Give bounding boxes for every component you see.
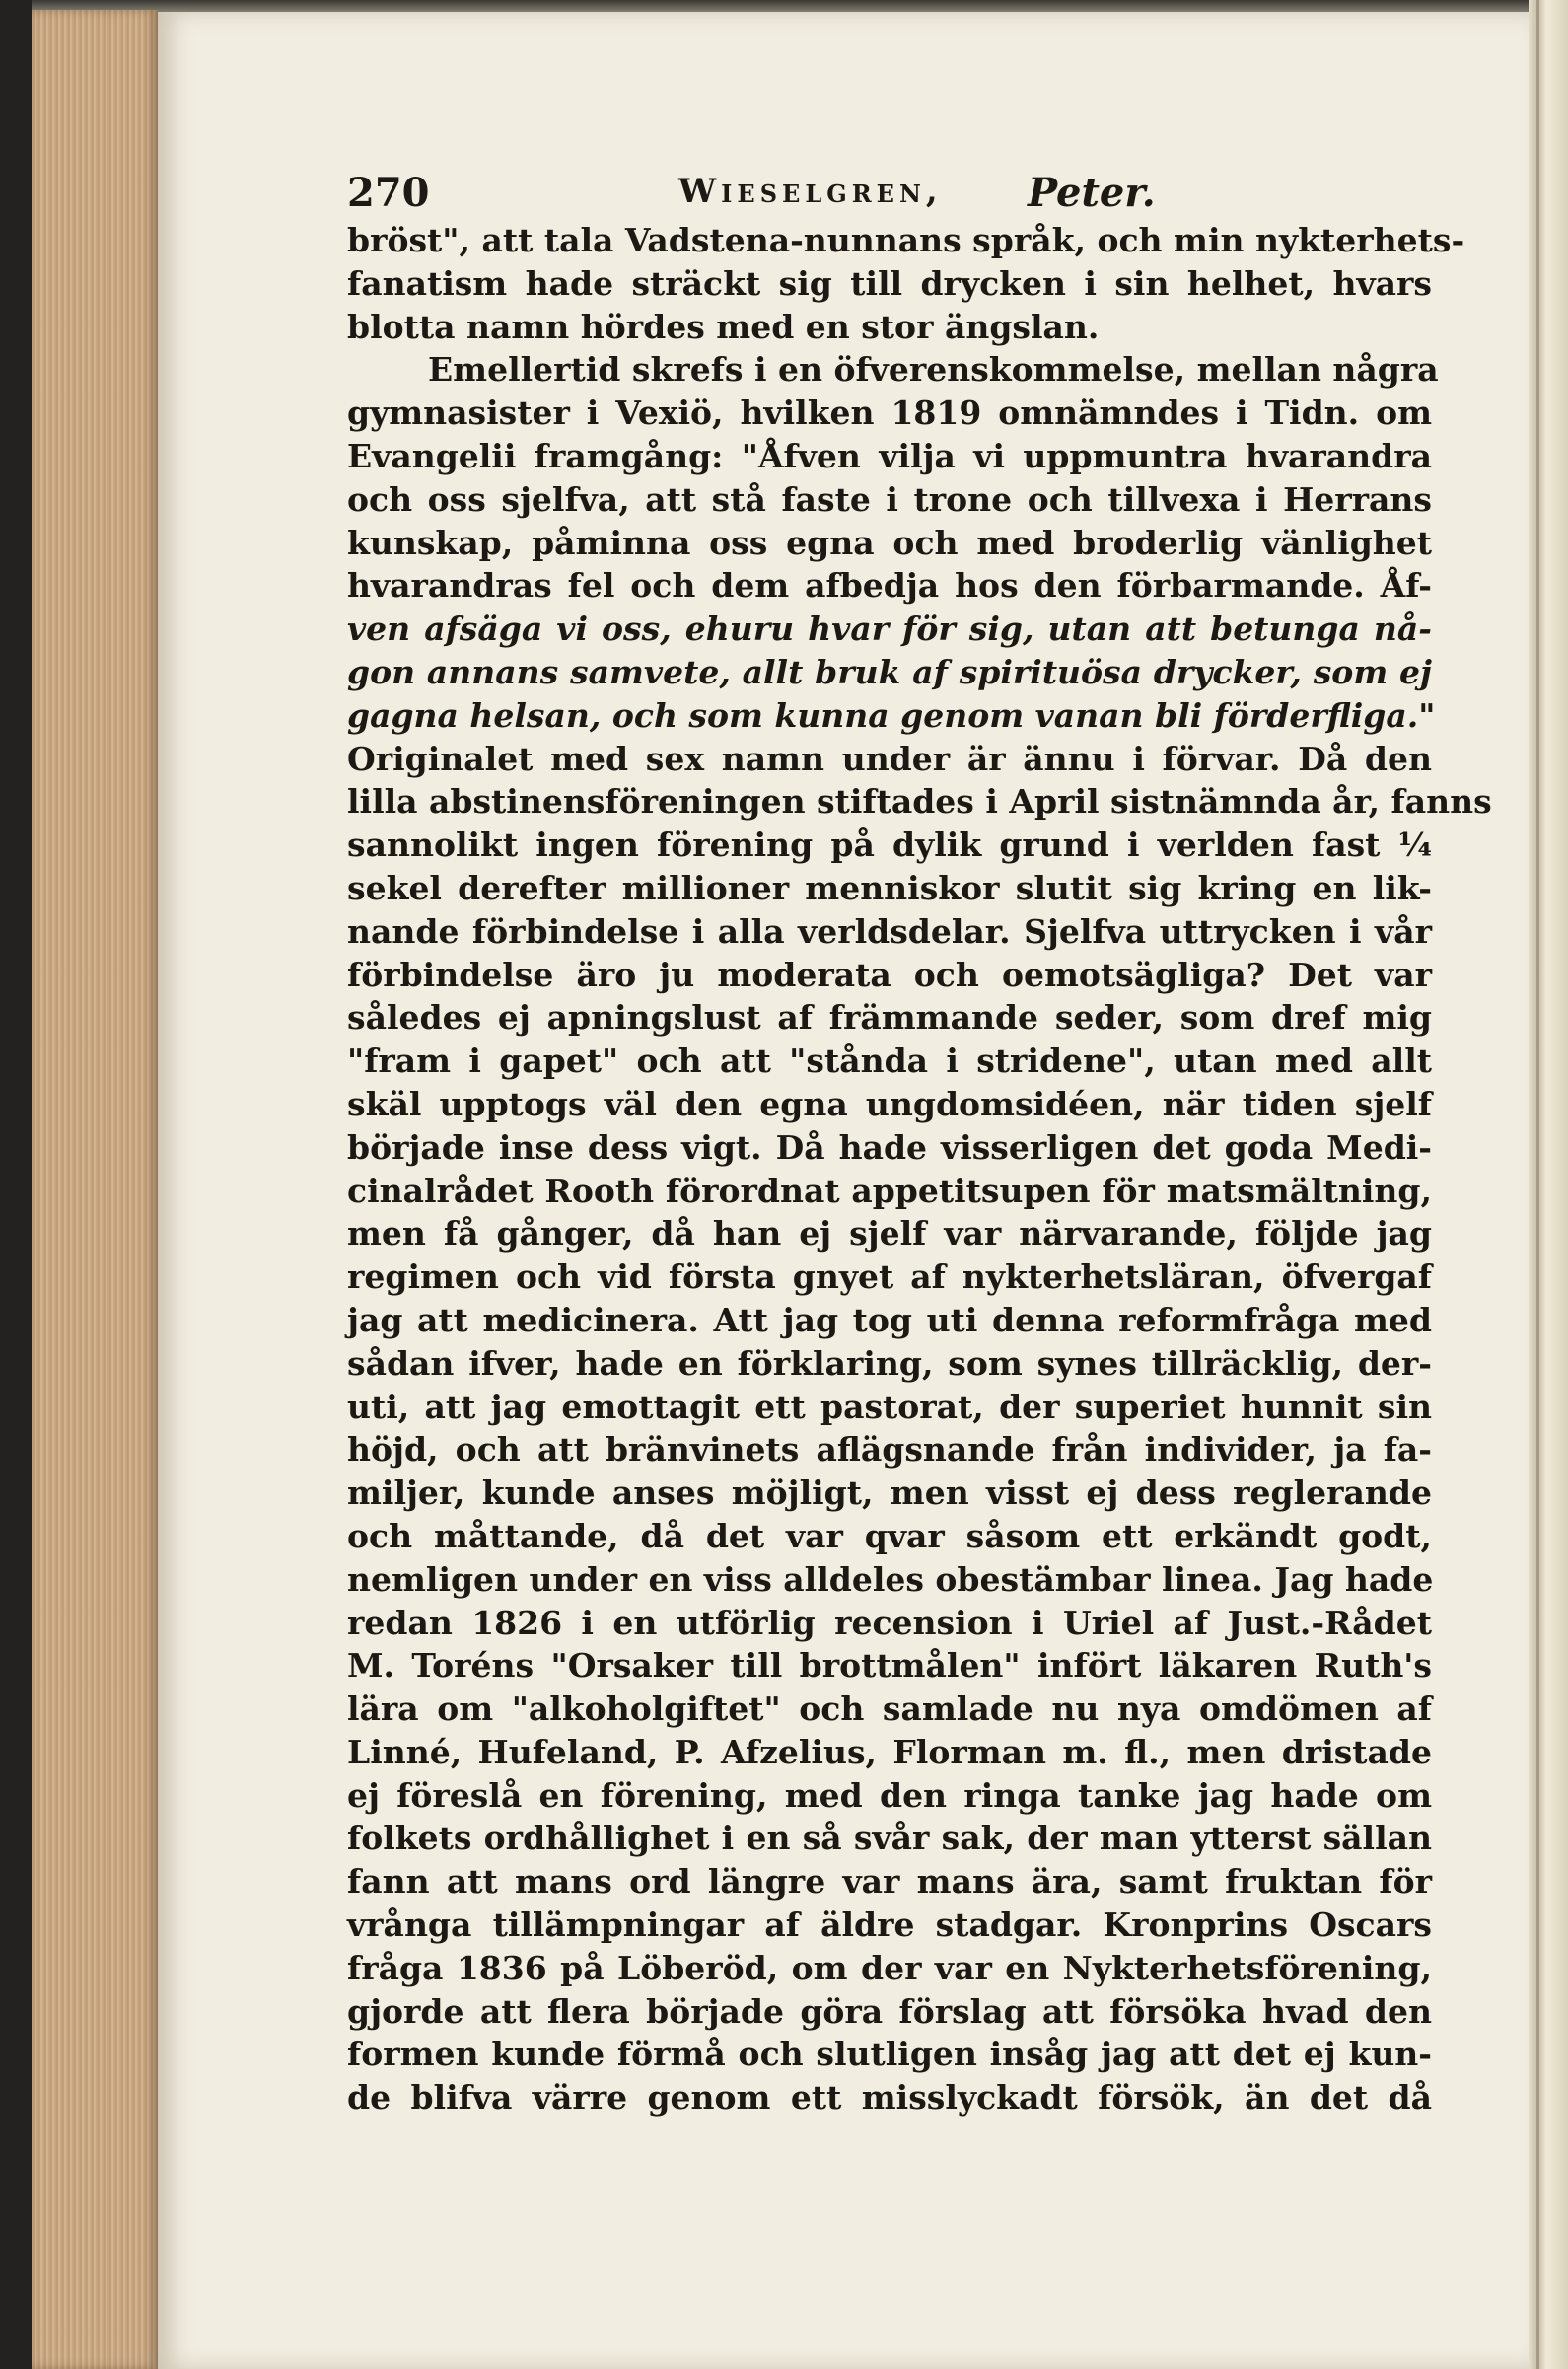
text-line: hvarandras fel och dem afbedja hos den förbarmande. Åf- [347, 566, 1432, 606]
text-line: folkets ordhållighet i en så svår sak, der man ytterst sällan [347, 1819, 1432, 1858]
text-line: Evangelii framgång: "Åfven vilja vi uppmuntra hvarandra [347, 436, 1432, 475]
text-line: Emellertid skrefs i en öfverenskommelse, mellan några [428, 350, 1439, 390]
text-line: gymnasister i Vexiö, hvilken 1819 omnämndes i Tidn. om [347, 394, 1432, 433]
running-title: Wieselgren, [678, 172, 943, 211]
right-page-edge [1529, 0, 1568, 2369]
text-line: men få gånger, då han ej sjelf var närvarande, följde jag [347, 1214, 1432, 1254]
text-line: "fram i gapet" och att "stånda i stridene", utan med allt [347, 1041, 1432, 1081]
body-text [347, 219, 1492, 2119]
text-line: och oss sjelfva, att stå faste i trone och tillvexa i Herrans [347, 479, 1432, 519]
book-binding [0, 0, 32, 2369]
text-line: gon annans samvete, allt bruk af spirituösa drycker, som ej [347, 652, 1432, 691]
text-line: skäl upptogs väl den egna ungdomsidéen, när tiden sjelf [347, 1084, 1432, 1123]
text-line: Linné, Hufeland, P. Afzelius, Florman m. fl., men dristade [347, 1732, 1432, 1771]
text-line: blotta namn hördes med en stor ängslan. [347, 307, 1100, 346]
text-line: ej föreslå en förening, med den ringa tanke jag hade om [347, 1775, 1432, 1815]
text-line: Originalet med sex namn under är ännu i förvar. Då den [347, 739, 1432, 778]
text-line: gjorde att flera började göra förslag att försöka hvad den [347, 1991, 1432, 2031]
text-line: de blifva värre genom ett misslyckadt försök, än det då [347, 2078, 1432, 2118]
text-line: kunskap, påminna oss egna och med broderlig vänlighet [347, 523, 1432, 562]
text-line: nande förbindelse i alla verldsdelar. Sjelfva uttrycken i vår [347, 911, 1432, 951]
text-line: började inse dess vigt. Då hade visserligen det goda Medi- [347, 1127, 1432, 1167]
text-line: fann att mans ord längre var mans ära, samt fruktan för [347, 1862, 1432, 1902]
text-line: formen kunde förmå och slutligen insåg jag att det ej kun- [347, 2035, 1432, 2074]
text-line: regimen och vid första gnyet af nykterhetsläran, öfvergaf [347, 1257, 1432, 1297]
text-line: höjd, och att bränvinets aflägsnande från individer, ja fa- [347, 1430, 1432, 1470]
text-line: vrånga tillämpningar af äldre stadgar. Kronprins Oscars [347, 1905, 1432, 1945]
text-line: bröst", att tala Vadstena-nunnans språk, och min nykterhets- [347, 221, 1465, 259]
text-line: nemligen under en viss alldeles obestämbar linea. Jag hade [347, 1559, 1434, 1599]
page-stack-edge [32, 10, 158, 2369]
text-line: sekel derefter millioner menniskor slutit sig kring en lik- [347, 868, 1432, 907]
text-line: och måttande, då det var qvar såsom ett erkändt godt, [347, 1516, 1432, 1555]
text-line: redan 1826 i en utförlig recension i Uriel af Just.-Rådet [347, 1603, 1432, 1642]
text-line: således ej apningslust af främmande seder, som dref mig [347, 998, 1432, 1038]
text-line: miljer, kunde anses möjligt, men visst ej dess reglerande [347, 1473, 1432, 1513]
page-number: 270 [347, 170, 430, 216]
text-line: fanatism hade sträckt sig till drycken i sin helhet, hvars [347, 263, 1432, 303]
running-name: Peter. [1028, 170, 1156, 216]
text-line: jag att medicinera. Att jag tog uti denna reformfråga med [347, 1300, 1432, 1339]
text-line: M. Toréns "Orsaker till brottmålen" infört läkaren Ruth's [347, 1646, 1432, 1686]
text-line: lära om "alkoholgiftet" och samlade nu nya omdömen af [347, 1689, 1432, 1729]
text-line: ven afsäga vi oss, ehuru hvar för sig, utan att betunga nå- [347, 610, 1432, 649]
text-line: sådan ifver, hade en förklaring, som synes tillräcklig, der- [347, 1343, 1432, 1383]
text-line: gagna helsan, och som kunna genom vanan bli förderfliga." [347, 695, 1436, 735]
text-line: fråga 1836 på Löberöd, om der var en Nykterhetsförening, [347, 1948, 1432, 1987]
text-line: sannolikt ingen förening på dylik grund i verlden fast ¼ [347, 826, 1432, 865]
running-head [347, 170, 1156, 225]
text-line: förbindelse äro ju moderata och oemotsägliga? Det var [347, 955, 1432, 994]
text-line: cinalrådet Rooth förordnat appetitsupen för matsmältning, [347, 1171, 1432, 1210]
text-line: uti, att jag emottagit ett pastorat, der superiet hunnit sin [347, 1387, 1432, 1426]
text-line: lilla abstinensföreningen stiftades i April sistnämnda år, fanns [347, 782, 1492, 822]
